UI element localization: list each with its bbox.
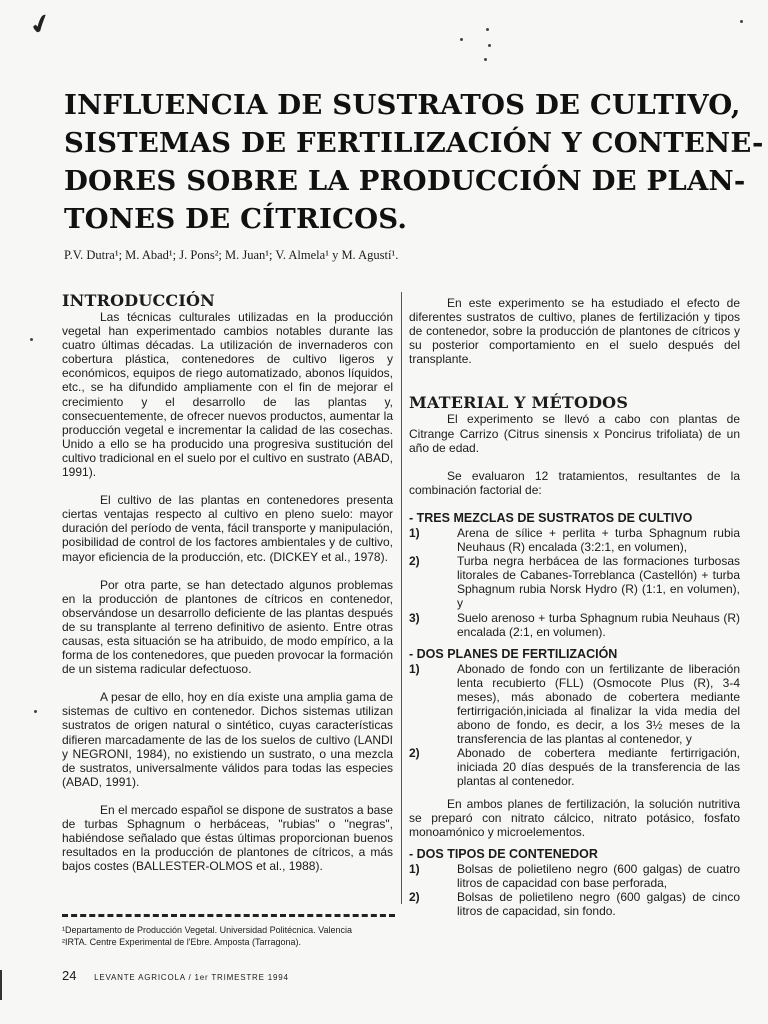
substrates-heading: - TRES MEZCLAS DE SUSTRATOS DE CULTIVO	[409, 510, 693, 525]
methods-paragraph: Se evaluaron 12 tratamientos, resultantes de la combinación factorial de:	[409, 468, 740, 497]
paragraph-gap	[409, 839, 740, 847]
intro-paragraph: Las técnicas culturales utilizadas en la producción vegetal han experimentado cambios notables durante las cuatro últimas décadas. La utilización de invernaderos con cobertura plástica, contenedores de cultivo ligeros y económicos, equipos de riego automatizado, abonos líquidos, etc., se ha difundido ampliamente con el fin de mejorar el crecimiento y el desarrollo de las plantas y, consecuentemente, de ofrecer nuevos productos, aumentar la producción vegetal e incrementar la calidad de las cosechas. Unido a ello se ha producido una progresiva sustitución del cultivo tradicional en el suelo por el cultivo en sustrato (ABAD, 1991).	[62, 310, 393, 480]
page-number: 24	[62, 968, 77, 983]
list-text: Suelo arenoso + turba Sphagnum rubia Neuhaus (R) encalada (2:1, en volumen).	[457, 610, 740, 639]
section-heading-introduccion: INTRODUCCIÓN	[62, 291, 215, 310]
list-item	[409, 526, 740, 554]
intro-paragraph: En el mercado español se dispone de sustratos a base de turbas Sphagnum o herbáceas, "rubias" o "negras", habiéndose señalado que éstas últimas proporcionan buenos resultados en la producción de plantones de cítricos, a más bajos costes (BALLESTER-OLMOS et al., 1988).	[62, 802, 393, 874]
fertilization-heading: - DOS PLANES DE FERTILIZACIÓN	[409, 646, 618, 661]
list-text: Abonado de fondo con un fertilizante de liberación lenta recubierto (FLL) (Osmocote Plus (R), 3-4 meses), más abonado de cobertera mediante fertirrigación,iniciada al finalizar la vida media del abono de fondo, es decir, a los 3½ meses de la transferencia de las plantas al contenedor, y	[457, 661, 740, 747]
footnote-rule	[62, 914, 395, 917]
paragraph-gap	[409, 789, 740, 797]
list-item	[409, 746, 740, 788]
list-item	[409, 862, 740, 890]
paragraph-gap	[62, 789, 393, 803]
scan-speck	[488, 44, 491, 47]
methods-paragraph: En ambos planes de fertilización, la solución nutritiva se preparó con nitrato cálcico, nitrato potásico, fosfato monoamónico y microelementos.	[409, 796, 740, 839]
list-text: Bolsas de polietileno negro (600 galgas) de cinco litros de capacidad, sin fondo.	[457, 890, 740, 919]
list-item	[409, 890, 740, 918]
page-footer	[62, 968, 289, 983]
list-item	[409, 611, 740, 639]
list-item	[409, 554, 740, 610]
scan-speck	[486, 28, 489, 31]
paragraph-gap	[409, 497, 740, 511]
containers-heading: - DOS TIPOS DE CONTENEDOR	[409, 846, 598, 861]
methods-paragraph: El experimento se llevó a cabo con plantas de Citrange Carrizo (Citrus sinensis x Poncirus trifoliata) de un año de edad.	[409, 412, 740, 455]
paragraph-gap	[409, 455, 740, 469]
scan-speck	[484, 58, 487, 61]
list-text: Abonado de cobertera mediante fertirrigación, iniciada 20 días después de la transferencia de las plantas al contenedor.	[457, 746, 740, 789]
list-number: 1)	[409, 661, 420, 676]
list-number: 1)	[409, 525, 420, 540]
scan-speck	[740, 20, 743, 23]
intro-paragraph: Por otra parte, se han detectado algunos problemas en la producción de plantones de cítricos en contenedor, observándose un desarrollo deficiente de las plantas después de su transplante al terreno definitivo de asiento. Entre otras causas, esta situación se ha atribuido, de modo empírico, a la forma de los contenedores, que pueden provocar la formación de un sistema radicular defectuoso.	[62, 577, 393, 677]
footnotes	[62, 924, 402, 948]
list-number: 2)	[409, 746, 420, 761]
list-text: Arena de sílice + perlita + turba Sphagnum rubia Neuhaus (R) encalada (3:2:1, en volumen),	[457, 525, 740, 555]
list-number: 2)	[409, 554, 420, 569]
footnote: ²IRTA. Centre Experimental de l'Ebre. Amposta (Tarragona).	[62, 937, 301, 947]
left-column	[62, 292, 393, 873]
article-title	[64, 86, 764, 238]
right-column	[409, 296, 740, 918]
journal-name: LEVANTE AGRICOLA / 1er TRIMESTRE 1994	[94, 973, 289, 982]
list-number: 3)	[409, 610, 420, 625]
title-line: INFLUENCIA DE SUSTRATOS DE CULTIVO,	[64, 89, 741, 121]
experiment-paragraph: En este experimento se ha estudiado el efecto de diferentes sustratos de cultivo, planes de fertilización y tipos de contenedor, sobre la producción de plantones de cítricos y su posterior comportamiento en el suelo después del transplante.	[409, 296, 740, 367]
title-line: TONES DE CÍTRICOS.	[64, 203, 408, 235]
author-list: P.V. Dutra¹; M. Abad¹; J. Pons²; M. Juan¹; V. Almela¹ y M. Agustí¹.	[64, 248, 399, 262]
list-number: 1)	[409, 861, 420, 876]
scan-speck	[34, 710, 37, 713]
title-line: DORES SOBRE LA PRODUCCIÓN DE PLAN-	[64, 165, 746, 197]
scan-edge	[0, 970, 2, 1000]
paragraph-gap	[62, 564, 393, 578]
scan-speck	[460, 38, 463, 41]
section-heading-material-metodos: MATERIAL Y MÉTODOS	[409, 393, 629, 413]
paragraph-gap	[409, 366, 740, 380]
list-item	[409, 662, 740, 747]
paragraph-gap	[62, 479, 393, 493]
paragraph-gap	[62, 676, 393, 690]
scan-speck	[30, 338, 33, 341]
intro-paragraph: A pesar de ello, hoy en día existe una amplia gama de sistemas de cultivo en contenedor. Dichos sistemas utilizan sustratos de origen natural o sintético, cuyas características difieren marcadamente de las de los suelos de cultivo (LANDI y NEGRONI, 1984), no existiendo un sustrato, o una mezcla de sustratos, universalmente válidos para todas las especies (ABAD, 1991).	[62, 690, 393, 789]
scan-mark: ✔	[25, 7, 57, 43]
list-text: Bolsas de polietileno negro (600 galgas) de cuatro litros de capacidad con base perforada,	[457, 861, 740, 890]
list-text: Turba negra herbácea de las formaciones turbosas litorales de Cabanes-Torreblanca (Castellón) + turba Sphagnum rubia Norsk Hydro (R) (1:1, en volumen), y	[457, 554, 740, 611]
intro-paragraph: El cultivo de las plantas en contenedores presenta ciertas ventajas respecto al cultivo en pleno suelo: mayor duración del período de venta, fácil transporte y manipulación, posibilidad de control de los factores ambientales y de cultivo, mayor eficiencia de la producción, etc. (DICKEY et al., 1978).	[62, 493, 393, 564]
title-line: SISTEMAS DE FERTILIZACIÓN Y CONTENE-	[64, 127, 764, 159]
footnote: ¹Departamento de Producción Vegetal. Universidad Politécnica. Valencia	[62, 925, 352, 935]
paragraph-gap	[409, 639, 740, 647]
column-divider	[401, 292, 402, 904]
list-number: 2)	[409, 890, 420, 904]
